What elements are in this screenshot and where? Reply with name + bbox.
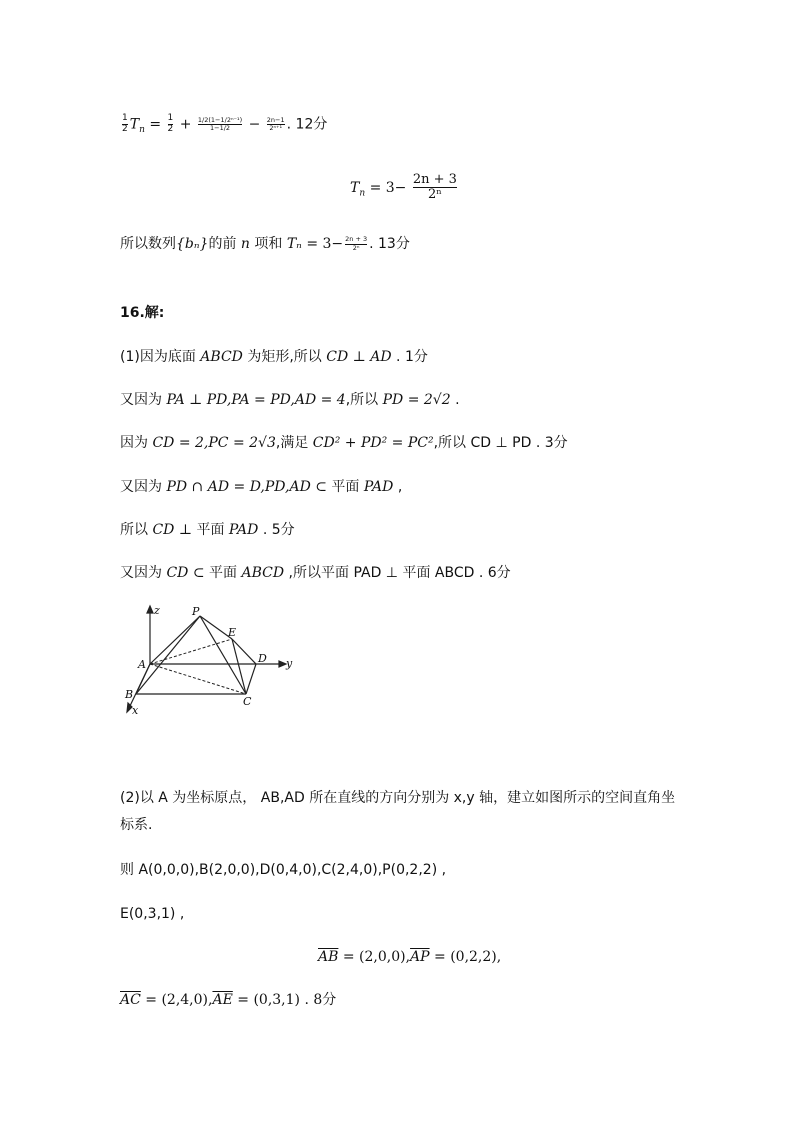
label-D: D [258, 652, 267, 665]
half-fraction-2: $\frac{1}{2}$ [167, 113, 174, 134]
part2-line-2: 标系. [120, 817, 153, 833]
edge-BP [136, 616, 200, 694]
part1-line-3: 因为 CD = 2,PC = 2√3,满足 CD² + PD² = PC²,所以 CD ⊥ PD . 3分 [120, 435, 568, 451]
minus-fraction: $\frac{2n-1}{\text{2ⁿ⁺¹}}$ [266, 115, 285, 132]
part2-line-4: E(0,3,1) , [120, 906, 185, 922]
part1-line-4: 又因为 PD ∩ AD = D,PD,AD ⊂ 平面 PAD , [120, 479, 403, 495]
section-title: 16.解: [120, 305, 165, 321]
edge-EC [232, 639, 246, 694]
z-arrow-icon [147, 606, 153, 613]
conclusion-line: 所以数列{bₙ}的前 n 项和 Tₙ = 3− $\frac{2n + 3}{\text{2ⁿ}}$ . 13分 [120, 235, 410, 252]
equation-tn: $T_n = 3-$ $\frac{2n + 3}{\text{2ⁿ}}$ [350, 172, 457, 203]
part1-line-2: 又因为 PA ⊥ PD,PA = PD,AD = 4,所以 PD = 2√2 . [120, 392, 460, 408]
part1-line-1: (1)因为底面 ABCD 为矩形,所以 CD ⊥ AD . 1分 [120, 349, 428, 365]
label-P: P [192, 605, 200, 618]
label-y: y [286, 657, 293, 670]
half-fraction: $\frac{1}{2}$ [122, 113, 128, 134]
part2-line-3: 则 A(0,0,0),B(2,0,0),D(0,4,0),C(2,4,0),P(0,2,2) , [120, 862, 447, 878]
vector-line-2: $\overline{AC} = (2,4,0),\overline{AE} = (0,3,1)$ . 8分 [120, 992, 337, 1008]
geometric-sum-fraction: $\frac{\text{1/2(1−1/2ⁿ⁻¹)}}{1-1/2}$ [197, 115, 243, 132]
label-B: B [125, 688, 134, 701]
label-C: C [243, 695, 252, 708]
label-E: E [228, 626, 237, 639]
y-arrow-icon [279, 661, 286, 667]
pyramid-figure [120, 604, 300, 719]
conclusion-fraction: $\frac{2n + 3}{\text{2ⁿ}}$ [345, 235, 368, 252]
equation-half-tn: $\frac{1}{2}$ $T_n$ = $\frac{1}{2}$ + $\frac{\text{1/2(1−1/2ⁿ⁻¹)}}{1-1/2}$ − $\frac{2n-1}{\text{2ⁿ⁺¹}}$ . 12分 [122, 113, 328, 136]
part2-line-1: (2)以 A 为坐标原点， AB,AD 所在直线的方向分别为 x,y 轴，建立如图所示的空间直角坐 [120, 790, 676, 806]
vector-line-1: $\overline{AB} = (2,0,0),\overline{AP} = (0,2,2)$, [318, 949, 502, 965]
part1-line-5: 所以 CD ⊥ 平面 PAD . 5分 [120, 522, 295, 538]
edge-CP [200, 616, 246, 694]
label-x: x [132, 704, 139, 717]
part1-line-6: 又因为 CD ⊂ 平面 ABCD ,所以平面 PAD ⊥ 平面 ABCD . 6分 [120, 565, 511, 581]
label-A: A [138, 658, 146, 671]
edge-CD [246, 664, 256, 694]
label-z: z [154, 604, 160, 617]
tn-fraction: $\frac{2n + 3}{\text{2ⁿ}}$ [412, 172, 457, 203]
